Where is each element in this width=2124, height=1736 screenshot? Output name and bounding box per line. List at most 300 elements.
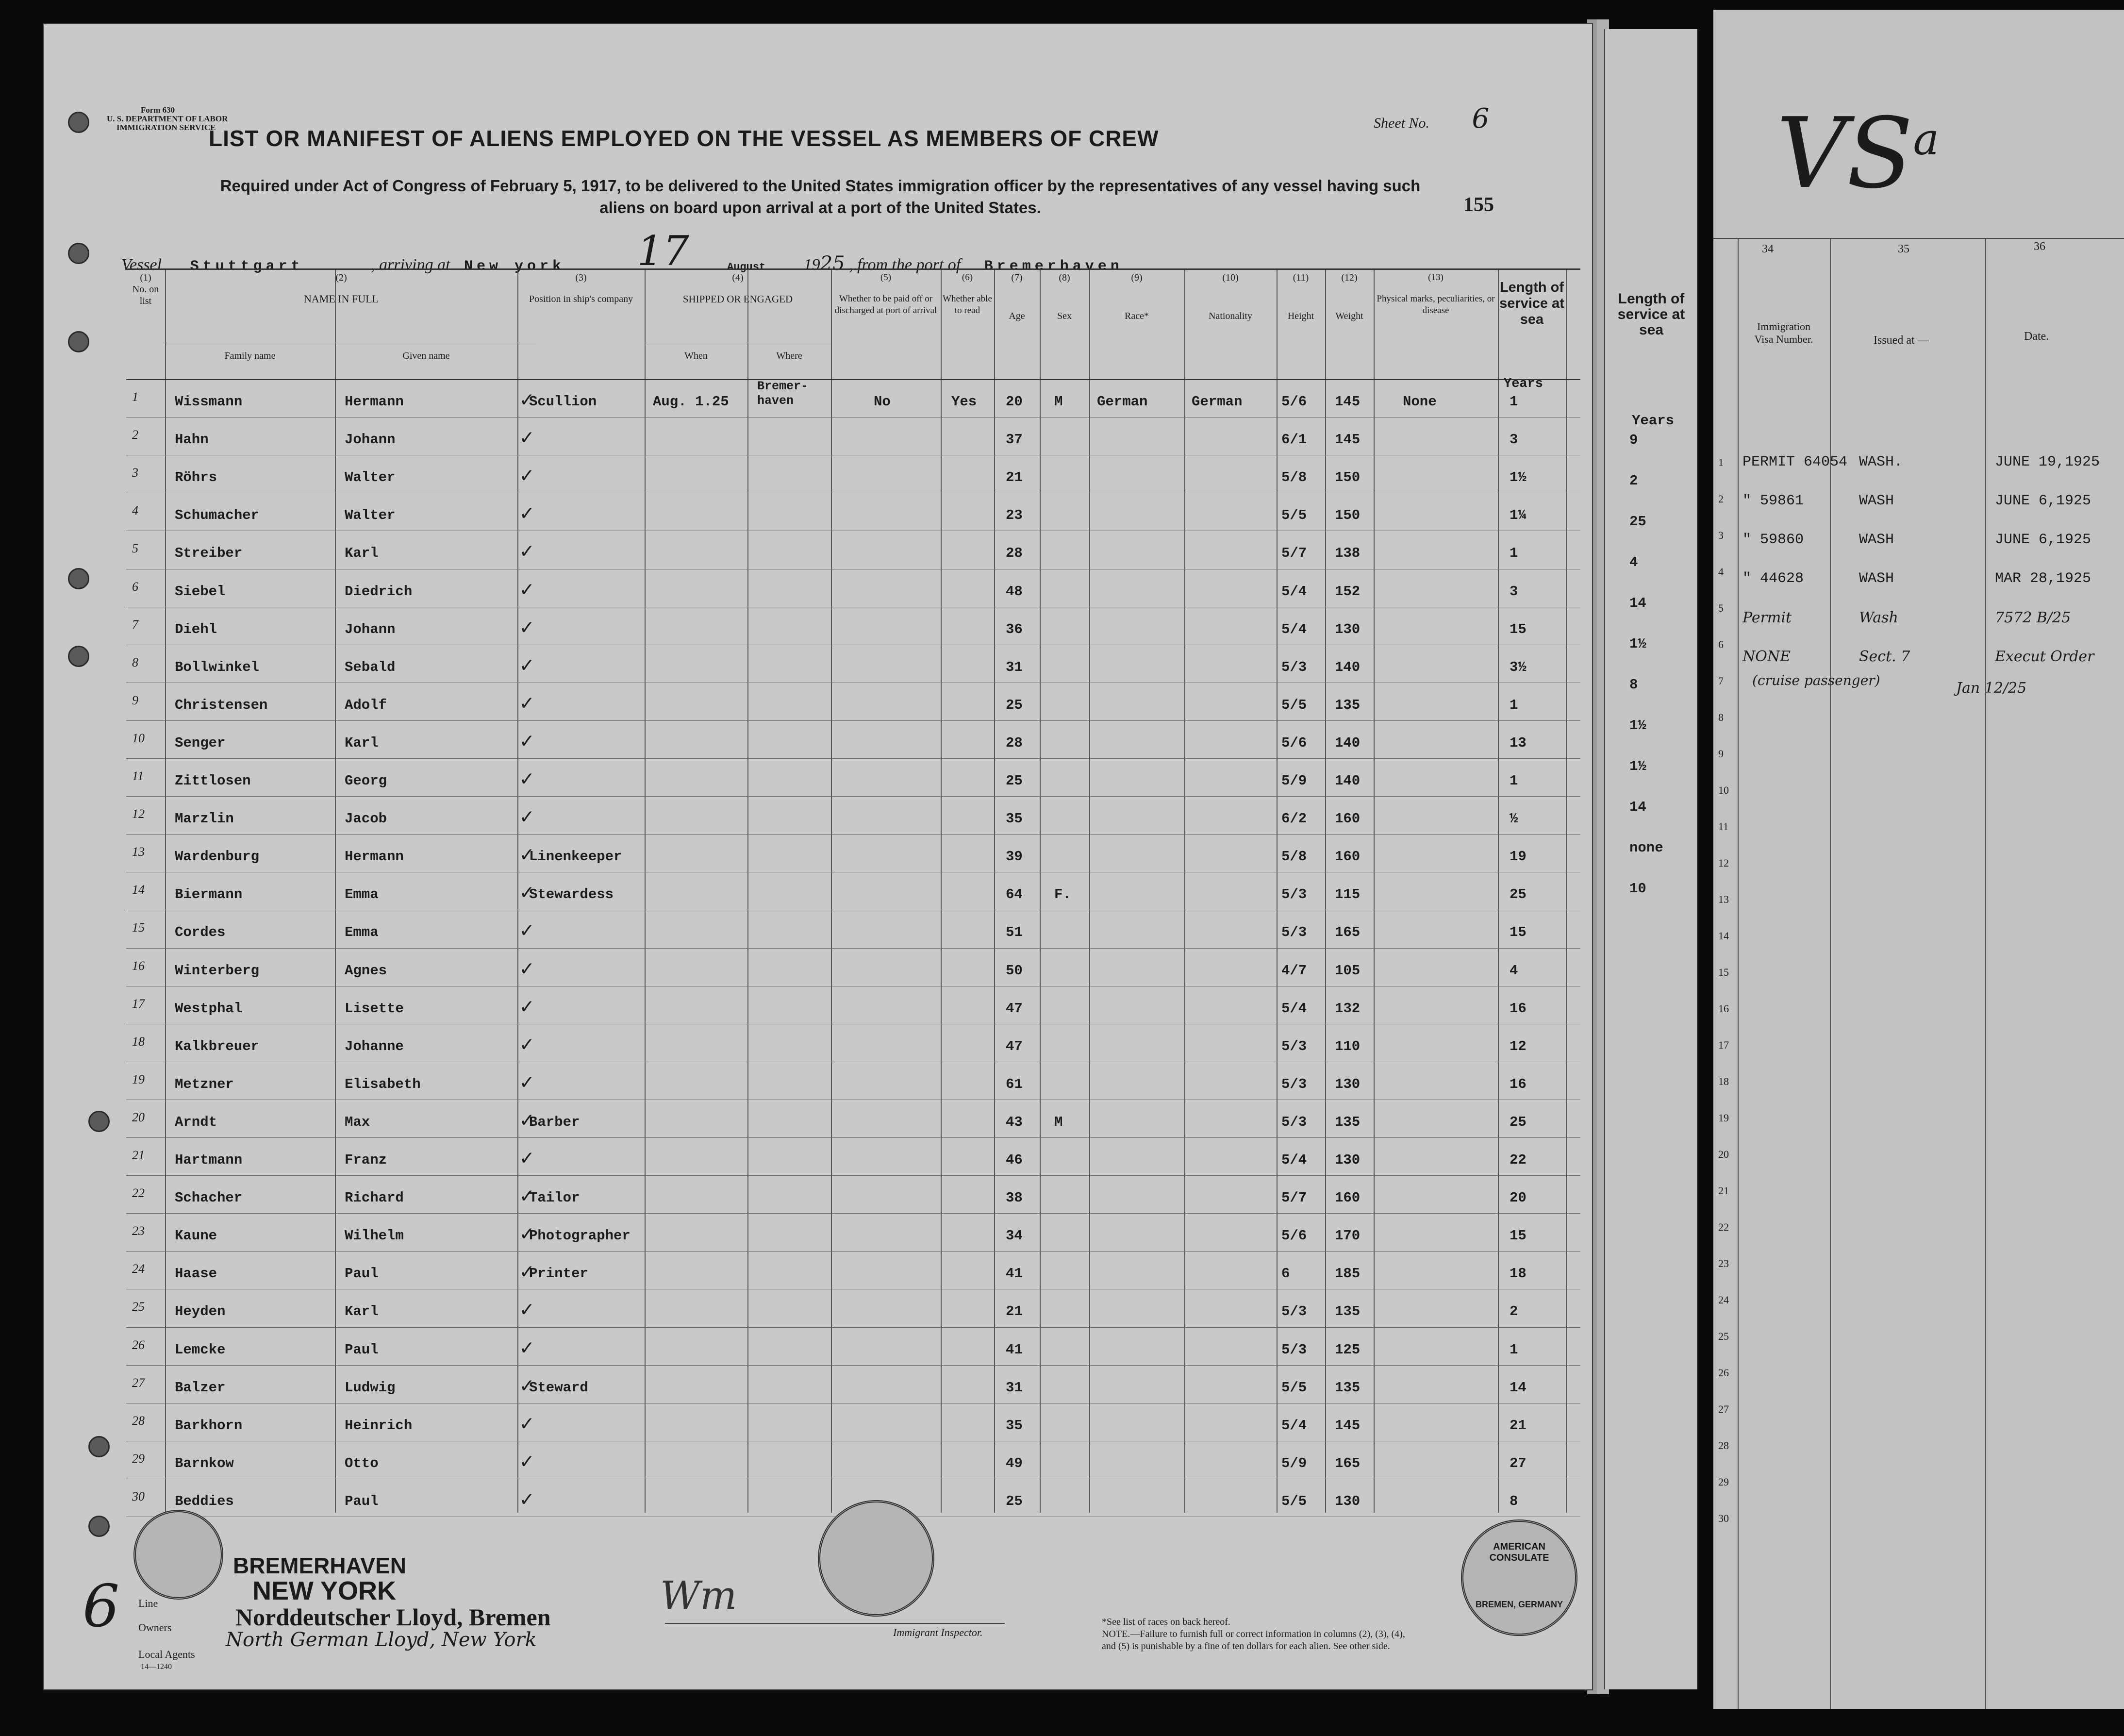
col-where-header: Where (776, 351, 802, 361)
arrival-port: New york (464, 258, 565, 275)
cell-age: 46 (1006, 1152, 1023, 1168)
row-number: 30 (132, 1489, 145, 1503)
divider (1713, 238, 2124, 239)
cell-service: 1 (1510, 394, 1518, 410)
row-number: 3 (132, 466, 138, 480)
table-row (126, 455, 1580, 493)
cell-weight: 140 (1335, 659, 1361, 675)
departure-port: Bremerhaven (984, 258, 1123, 275)
cell-read: Yes (951, 394, 977, 410)
cell-weight: 115 (1335, 886, 1361, 903)
cell-given: Ludwig (345, 1379, 396, 1396)
cell-sex: F. (1054, 886, 1071, 903)
cell-age: 31 (1006, 659, 1023, 675)
cell-height: 5/3 (1281, 659, 1307, 675)
col-given-header: Given name (402, 351, 450, 361)
margin-mark: 6 (83, 1573, 120, 1640)
subtitle (121, 175, 1519, 218)
cell-height: 5/8 (1281, 849, 1307, 865)
strip-value: 10 (1629, 881, 1646, 897)
cell-family: Westphal (175, 1000, 243, 1017)
col34-number: 34 (1762, 243, 1774, 255)
cell-service: 25 (1510, 886, 1527, 903)
cell-weight: 135 (1335, 1114, 1361, 1130)
cell-height: 6/2 (1281, 811, 1307, 827)
right-row-number: 11 (1718, 820, 1729, 833)
punch-hole (88, 1516, 110, 1537)
cell-given: Johann (345, 432, 396, 448)
cell-height: 5/3 (1281, 886, 1307, 903)
table-row (126, 758, 1580, 796)
row-number: 21 (132, 1148, 145, 1162)
strip-value: 1½ (1629, 758, 1646, 774)
table-row (126, 607, 1580, 645)
cell-service: 1½ (1510, 469, 1527, 486)
cell-age: 49 (1006, 1455, 1023, 1471)
cell-height: 5/3 (1281, 1303, 1307, 1320)
cell-given: Adolf (345, 697, 387, 713)
cell-age: 28 (1006, 734, 1023, 751)
cell-position: Stewardess (529, 886, 614, 903)
check-mark-icon: ✓ (520, 389, 533, 413)
check-mark-icon: ✓ (520, 465, 533, 489)
col-age-header: (7) Age (1009, 272, 1025, 321)
vessel-line: Vessel Stuttgart , arriving at New york 17 August 1925 , from the port of Bremerhaven (121, 227, 1123, 275)
col-read-header: (6) Whether able to read (943, 272, 992, 316)
form-number: Form 630 (140, 105, 175, 115)
right-row-number: 8 (1718, 711, 1724, 723)
row-number: 17 (132, 996, 145, 1011)
table-row (126, 1213, 1580, 1251)
cell-age: 36 (1006, 621, 1023, 637)
table-row (126, 872, 1580, 910)
cell-height: 5/3 (1281, 1341, 1307, 1358)
check-mark-icon: ✓ (520, 1374, 533, 1399)
cell-service: 3½ (1510, 659, 1527, 675)
right-row-number: 19 (1718, 1112, 1729, 1124)
col-weight-header: (12) Weight (1335, 272, 1363, 321)
cell-sex: M (1054, 1114, 1063, 1130)
cell-height: 5/8 (1281, 469, 1307, 486)
cell-service: 15 (1510, 924, 1527, 941)
local-agents: North German Lloyd, New York (226, 1629, 537, 1651)
cell-service: 1 (1510, 1341, 1518, 1358)
check-mark-icon: ✓ (520, 1261, 533, 1285)
check-mark-icon: ✓ (520, 882, 533, 906)
col36-label: Date. (2024, 330, 2049, 343)
strip-header: Length of service at sea (1617, 291, 1685, 338)
strip-value: 4 (1629, 554, 1638, 570)
local-agents-label: Local Agents (138, 1648, 195, 1660)
cell-height: 5/5 (1281, 697, 1307, 713)
cell-service: 12 (1510, 1038, 1527, 1054)
cell-given: Karl (345, 734, 379, 751)
right-row-number: 5 (1718, 602, 1724, 614)
col36-number: 36 (2034, 240, 2045, 253)
col-service-header: Length of service at sea (1499, 280, 1564, 327)
cell-family: Barnkow (175, 1455, 234, 1471)
table-row (126, 796, 1580, 834)
cell-age: 47 (1006, 1000, 1023, 1017)
row-number: 20 (132, 1110, 145, 1124)
cell-family: Lemcke (175, 1341, 226, 1358)
table-row (126, 1327, 1580, 1365)
cell-position: Photographer (529, 1228, 631, 1244)
cell-height: 5/4 (1281, 621, 1307, 637)
cell-given: Paul (345, 1493, 379, 1509)
right-row-number: 20 (1718, 1148, 1729, 1160)
cell-given: Otto (345, 1455, 379, 1471)
right-entry-num: Permit (1742, 609, 1792, 626)
right-row-number: 23 (1718, 1257, 1729, 1269)
cell-service: 27 (1510, 1455, 1527, 1471)
cell-weight: 150 (1335, 507, 1361, 524)
cell-family: Röhrs (175, 469, 217, 486)
note-fine: NOTE.—Failure to furnish full or correct information in columns (2), (3), (4), (1102, 1629, 1405, 1639)
note-races: *See list of races on back hereof. (1102, 1617, 1230, 1627)
row-number: 26 (132, 1337, 145, 1352)
cell-position: Printer (529, 1266, 588, 1282)
seal-city: BREMEN, GERMANY (1475, 1600, 1563, 1609)
department: U. S. DEPARTMENT OF LABOR (107, 114, 228, 123)
cell-age: 25 (1006, 697, 1023, 713)
cell-weight: 135 (1335, 697, 1361, 713)
right-row-number: 7 (1718, 675, 1724, 687)
cell-given: Franz (345, 1152, 387, 1168)
sheet-number: Sheet No. 6 (1374, 103, 1490, 134)
cell-race: German (1097, 394, 1148, 410)
col-name-header: (2) NAME IN FULL (304, 272, 379, 305)
cell-family: Kalkbreuer (175, 1038, 260, 1054)
cell-weight: 160 (1335, 811, 1361, 827)
right-entry-date: JUNE 19,1925 (1995, 454, 2100, 470)
inspector-label: Immigrant Inspector. (893, 1626, 983, 1638)
cell-given: Agnes (345, 962, 387, 979)
stamp-line-3: Norddeutscher Lloyd, Bremen (235, 1603, 551, 1631)
cell-family: Balzer (175, 1379, 226, 1396)
right-row-number: 18 (1718, 1075, 1729, 1087)
cell-height: 5/3 (1281, 1114, 1307, 1130)
service: IMMIGRATION SERVICE (116, 123, 216, 132)
right-row-number: 30 (1718, 1512, 1729, 1524)
row-number: 22 (132, 1186, 145, 1201)
right-row-number: 1 (1718, 456, 1724, 468)
row-number: 16 (132, 958, 145, 973)
cell-age: 38 (1006, 1190, 1023, 1206)
check-mark-icon: ✓ (520, 730, 533, 754)
cell-family: Hahn (175, 432, 209, 448)
table-row (126, 834, 1580, 872)
cell-weight: 165 (1335, 924, 1361, 941)
cell-given: Wilhelm (345, 1228, 404, 1244)
cell-position: Linenkeeper (529, 849, 622, 865)
right-entry-date: JUNE 6,1925 (1995, 532, 2091, 548)
row-number: 7 (132, 617, 138, 632)
row-number: 1 (132, 390, 138, 404)
cell-height: 5/9 (1281, 1455, 1307, 1471)
table-row (126, 417, 1580, 455)
row-number: 10 (132, 731, 145, 745)
check-mark-icon: ✓ (520, 1033, 533, 1058)
cell-family: Streiber (175, 545, 243, 562)
right-row-number: 27 (1718, 1403, 1729, 1415)
cell-height: 5/5 (1281, 507, 1307, 524)
table-row (126, 1024, 1580, 1062)
cell-service: 15 (1510, 621, 1527, 637)
cell-height: 5/5 (1281, 1379, 1307, 1396)
cell-family: Christensen (175, 697, 268, 713)
right-row-number: 4 (1718, 566, 1724, 578)
cell-weight: 130 (1335, 1493, 1361, 1509)
right-entry-date: Execut Order (1995, 648, 2094, 665)
table-row (126, 948, 1580, 986)
col-shipped-header: (4) SHIPPED OR ENGAGED (682, 272, 793, 305)
cell-given: Walter (345, 469, 396, 486)
cell-service: 13 (1510, 734, 1527, 751)
cell-weight: 130 (1335, 1076, 1361, 1092)
cell-given: Richard (345, 1190, 404, 1206)
cell-age: 41 (1006, 1341, 1023, 1358)
cell-weight: 145 (1335, 432, 1361, 448)
cell-service: 1 (1510, 545, 1518, 562)
col-race-header: (9) Race* (1125, 272, 1149, 321)
check-mark-icon: ✓ (520, 692, 533, 717)
table-row (126, 493, 1580, 531)
cell-given: Lisette (345, 1000, 404, 1017)
row-number: 29 (132, 1451, 145, 1466)
check-mark-icon: ✓ (520, 1336, 533, 1361)
cell-height: 5/4 (1281, 1000, 1307, 1017)
cell-family: Kaune (175, 1228, 217, 1244)
cell-weight: 160 (1335, 1190, 1361, 1206)
cell-age: 61 (1006, 1076, 1023, 1092)
check-mark-icon: ✓ (520, 844, 533, 868)
table-row (126, 1137, 1580, 1175)
cell-given: Hermann (345, 849, 404, 865)
cell-given: Sebald (345, 659, 396, 675)
cell-given: Heinrich (345, 1417, 413, 1434)
page-number: 155 (1463, 194, 1494, 216)
cell-family: Wissmann (175, 394, 243, 410)
right-entry-num: PERMIT 64054 (1742, 454, 1848, 470)
cell-service: 21 (1510, 1417, 1527, 1434)
right-row-number: 14 (1718, 930, 1729, 942)
cell-position: Scullion (529, 394, 597, 410)
right-row-number: 12 (1718, 857, 1729, 869)
punch-hole (68, 331, 89, 352)
check-mark-icon: ✓ (520, 919, 533, 944)
row-number: 28 (132, 1413, 145, 1428)
cell-age: 25 (1006, 1493, 1023, 1509)
cell-when: Aug. 1.25 (653, 394, 729, 410)
cell-service: 16 (1510, 1000, 1527, 1017)
vessel-name: Stuttgart (190, 258, 304, 275)
row-number: 13 (132, 845, 145, 859)
cell-age: 47 (1006, 1038, 1023, 1054)
cell-height: 5/3 (1281, 1076, 1307, 1092)
strip-years: Years (1632, 413, 1675, 429)
cell-height: 5/5 (1281, 1493, 1307, 1509)
consulate-seal (818, 1500, 934, 1617)
strip-value: 1½ (1629, 636, 1646, 652)
cell-height: 5/6 (1281, 734, 1307, 751)
cell-weight: 132 (1335, 1000, 1361, 1017)
cell-age: 48 (1006, 583, 1023, 600)
cell-given: Jacob (345, 811, 387, 827)
cell-age: 41 (1006, 1266, 1023, 1282)
cell-weight: 170 (1335, 1228, 1361, 1244)
cell-weight: 130 (1335, 621, 1361, 637)
right-row-number: 13 (1718, 893, 1729, 905)
right-entry-num: NONE (1742, 648, 1791, 665)
check-mark-icon: ✓ (520, 1450, 533, 1475)
strip-value: 25 (1629, 514, 1646, 530)
punch-hole (88, 1436, 110, 1457)
strip-value: 1½ (1629, 718, 1646, 734)
right-entry-place: Sect. 7 (1859, 648, 1910, 665)
check-mark-icon: ✓ (520, 1071, 533, 1096)
row-number: 27 (132, 1375, 145, 1390)
right-row-number: 26 (1718, 1367, 1729, 1379)
right-row-number: 24 (1718, 1294, 1729, 1306)
col35-label: Issued at — (1874, 334, 1929, 347)
cell-given: Paul (345, 1341, 379, 1358)
cell-service: 8 (1510, 1493, 1518, 1509)
check-mark-icon: ✓ (520, 540, 533, 565)
cell-height: 5/4 (1281, 583, 1307, 600)
cell-weight: 145 (1335, 394, 1361, 410)
table-row (126, 1175, 1580, 1213)
consulate-seal (1461, 1519, 1577, 1636)
table-row (126, 910, 1580, 948)
page-title: LIST OR MANIFEST OF ALIENS EMPLOYED ON THE VESSEL AS MEMBERS OF CREW (209, 126, 1159, 151)
cell-service: 18 (1510, 1266, 1527, 1282)
check-mark-icon: ✓ (520, 1185, 533, 1210)
right-entry-num: " 44628 (1742, 570, 1804, 587)
table-row (126, 531, 1580, 568)
cell-height: 6/1 (1281, 432, 1307, 448)
punch-hole (68, 568, 89, 589)
right-page (1713, 10, 2124, 1709)
right-entry-num: " 59860 (1742, 532, 1804, 548)
table-row (126, 683, 1580, 720)
check-mark-icon: ✓ (520, 654, 533, 679)
cell-service: 4 (1510, 962, 1518, 979)
col-height-header: (11) Height (1287, 272, 1314, 321)
cell-family: Biermann (175, 886, 243, 903)
cell-given: Georg (345, 773, 387, 789)
right-row-number: 2 (1718, 493, 1724, 505)
cell-position: Tailor (529, 1190, 580, 1206)
cell-height: 5/6 (1281, 1228, 1307, 1244)
right-entry-place: WASH. (1859, 454, 1903, 470)
right-row-number: 22 (1718, 1221, 1729, 1233)
right-row-number: 17 (1718, 1039, 1729, 1051)
cell-given: Emma (345, 924, 379, 941)
row-number: 24 (132, 1262, 145, 1276)
row-number: 12 (132, 807, 145, 821)
cell-service: 1¼ (1510, 507, 1527, 524)
punch-hole (68, 646, 89, 667)
owners-label: Owners (138, 1621, 172, 1634)
cell-age: 25 (1006, 773, 1023, 789)
cell-weight: 150 (1335, 469, 1361, 486)
table-row (126, 1365, 1580, 1403)
right-entry-date: JUNE 6,1925 (1995, 493, 2091, 509)
cell-given: Emma (345, 886, 379, 903)
strip-value: 9 (1629, 432, 1638, 448)
cell-height: 5/7 (1281, 1190, 1307, 1206)
check-mark-icon: ✓ (520, 995, 533, 1020)
cell-weight: 140 (1335, 773, 1361, 789)
cell-family: Heyden (175, 1303, 226, 1320)
form-code: 14—1240 (141, 1663, 172, 1671)
cell-family: Beddies (175, 1493, 234, 1509)
row-number: 9 (132, 693, 138, 707)
check-mark-icon: ✓ (520, 427, 533, 451)
check-mark-icon: ✓ (520, 502, 533, 527)
row-number: 2 (132, 428, 138, 442)
cell-weight: 105 (1335, 962, 1361, 979)
cell-family: Cordes (175, 924, 226, 941)
cell-family: Schumacher (175, 507, 260, 524)
cell-weight: 165 (1335, 1455, 1361, 1471)
cell-service: 14 (1510, 1379, 1527, 1396)
cell-family: Wardenburg (175, 849, 260, 865)
punch-hole (88, 1111, 110, 1132)
stamp-line-1: BREMERHAVEN (233, 1553, 406, 1578)
cell-family: Zittlosen (175, 773, 251, 789)
right-entry-place: WASH (1859, 493, 1894, 509)
check-mark-icon: ✓ (520, 578, 533, 603)
right-entry-date: MAR 28,1925 (1995, 570, 2091, 587)
check-mark-icon: ✓ (520, 1299, 533, 1323)
table-row (126, 1100, 1580, 1137)
cell-weight: 185 (1335, 1266, 1361, 1282)
check-mark-icon: ✓ (520, 768, 533, 792)
cell-family: Arndt (175, 1114, 217, 1130)
right-row-number: 10 (1718, 784, 1729, 796)
table-row (126, 1251, 1580, 1289)
cell-weight: 140 (1335, 734, 1361, 751)
cell-given: Elisabeth (345, 1076, 421, 1092)
cell-height: 6 (1281, 1266, 1290, 1282)
col-nationality-header: (10) Nationality (1209, 272, 1252, 321)
cell-nationality: German (1192, 394, 1243, 410)
cell-marks: None (1403, 394, 1437, 410)
cell-height: 5/7 (1281, 545, 1307, 562)
cell-family: Metzner (175, 1076, 234, 1092)
arrival-month: August (727, 261, 766, 273)
cell-sex: M (1054, 394, 1063, 410)
cell-age: 31 (1006, 1379, 1023, 1396)
cell-weight: 135 (1335, 1303, 1361, 1320)
cell-family: Hartmann (175, 1152, 243, 1168)
cell-age: 35 (1006, 811, 1023, 827)
cell-position: Barber (529, 1114, 580, 1130)
cell-service: 2 (1510, 1303, 1518, 1320)
col34-label: Immigration Visa Number. (1754, 320, 1813, 345)
cell-service: 15 (1510, 1228, 1527, 1244)
cell-given: Karl (345, 1303, 379, 1320)
cell-family: Haase (175, 1266, 217, 1282)
row-number: 23 (132, 1224, 145, 1238)
cell-service: 3 (1510, 432, 1518, 448)
cell-age: 28 (1006, 545, 1023, 562)
cell-weight: 152 (1335, 583, 1361, 600)
cell-family: Schacher (175, 1190, 243, 1206)
cell-age: 21 (1006, 1303, 1023, 1320)
